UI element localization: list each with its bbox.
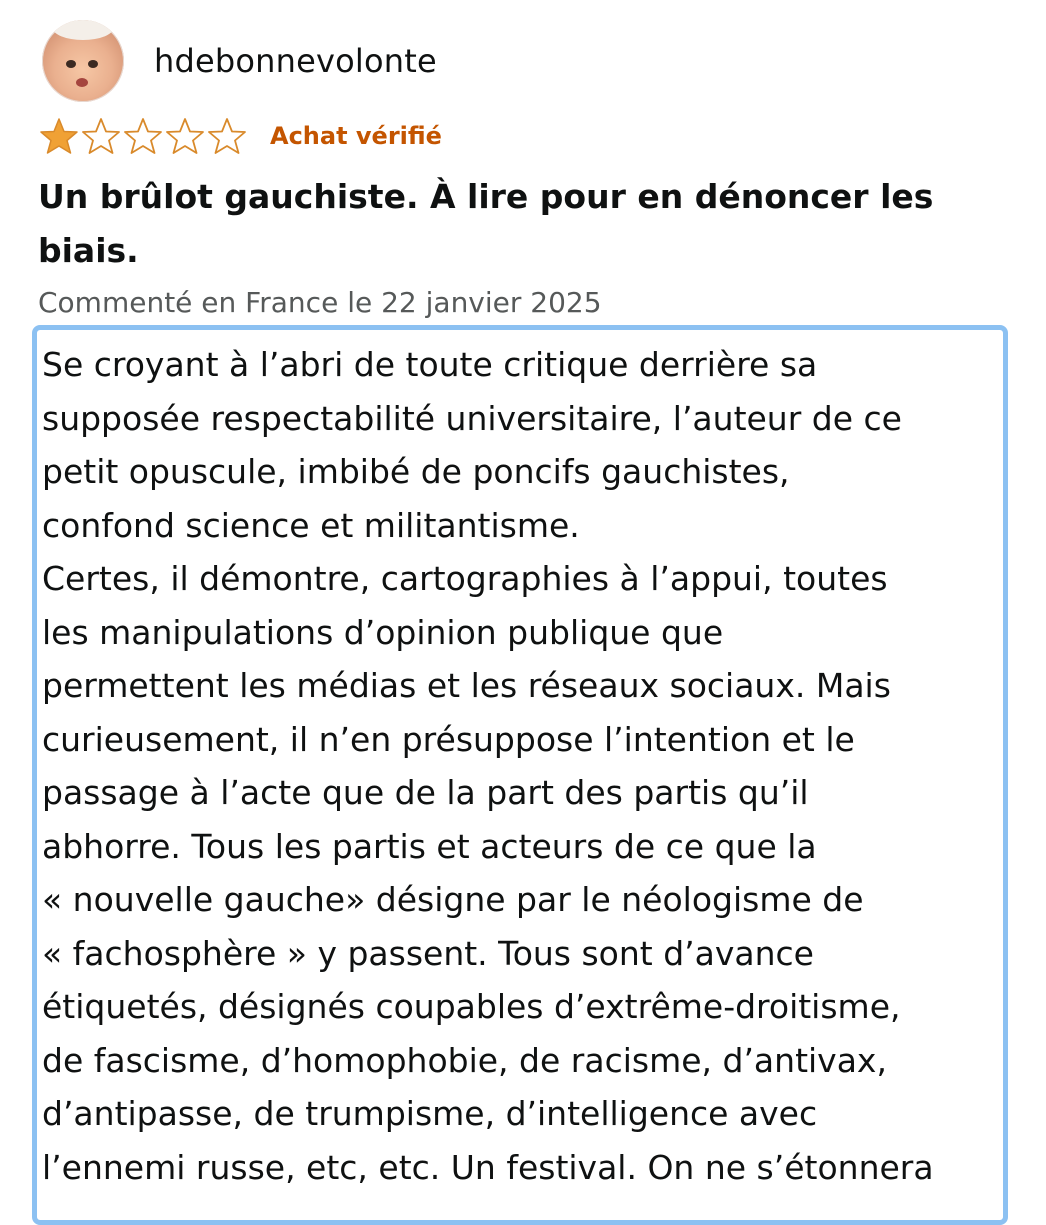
review-body-line: « fachosphère » y passent. Tous sont d’avance bbox=[42, 933, 814, 973]
star-empty-icon bbox=[164, 116, 206, 156]
review-body-line: passage à l’acte que de la part des partis qu’il bbox=[42, 773, 809, 812]
review-body-line: supposée respectabilité universitaire, l’auteur de ce bbox=[42, 398, 902, 438]
avatar[interactable] bbox=[42, 20, 124, 102]
review-body-line: étiquetés, désignés coupables d’extrême-droitisme, bbox=[42, 987, 901, 1026]
review-date: Commenté en France le 22 janvier 2025 bbox=[38, 286, 602, 319]
reviewer-name[interactable]: hdebonnevolonte bbox=[154, 42, 437, 80]
review-body-line: de fascisme, d’homophobie, de racisme, d’antivax, bbox=[42, 1040, 887, 1080]
review-body-line: petit opuscule, imbibé de poncifs gauchistes, bbox=[42, 452, 790, 491]
avatar-hair bbox=[52, 20, 114, 40]
avatar-mouth bbox=[76, 78, 88, 87]
review-body-line: « nouvelle gauche» désigne par le néologisme de bbox=[42, 880, 864, 919]
review-body-line: curieusement, il n’en présuppose l’intention et le bbox=[42, 719, 855, 759]
review-body-line: Se croyant à l’abri de toute critique derrière sa bbox=[42, 345, 818, 384]
review-body-line: les manipulations d’opinion publique que bbox=[42, 612, 724, 652]
review-body-line: permettent les médias et les réseaux sociaux. Mais bbox=[42, 666, 891, 705]
review-body bbox=[42, 338, 1008, 1194]
avatar-eye-left bbox=[66, 60, 76, 68]
review-body-line: confond science et militantisme. bbox=[42, 505, 580, 545]
review-body-line: l’ennemi russe, etc, etc. Un festival. On ne s’étonnera bbox=[42, 1147, 934, 1187]
reviewer-info[interactable] bbox=[42, 20, 437, 102]
star-rating[interactable] bbox=[38, 116, 248, 156]
review-title: Un brûlot gauchiste. À lire pour en dénoncer les biais. bbox=[38, 177, 934, 270]
review-body-line: abhorre. Tous les partis et acteurs de ce que la bbox=[42, 826, 817, 866]
review-body-selection[interactable] bbox=[32, 325, 1008, 1225]
verified-purchase-badge[interactable]: Achat vérifié bbox=[270, 122, 442, 150]
star-empty-icon bbox=[122, 116, 164, 156]
avatar-eye-right bbox=[88, 60, 98, 68]
rating-row bbox=[38, 116, 442, 156]
star-filled-icon bbox=[38, 116, 80, 156]
review-body-line: Certes, il démontre, cartographies à l’appui, toutes bbox=[42, 559, 888, 598]
review-body-line: d’antipasse, de trumpisme, d’intelligence avec bbox=[42, 1094, 818, 1133]
star-empty-icon bbox=[80, 116, 122, 156]
star-empty-icon bbox=[206, 116, 248, 156]
